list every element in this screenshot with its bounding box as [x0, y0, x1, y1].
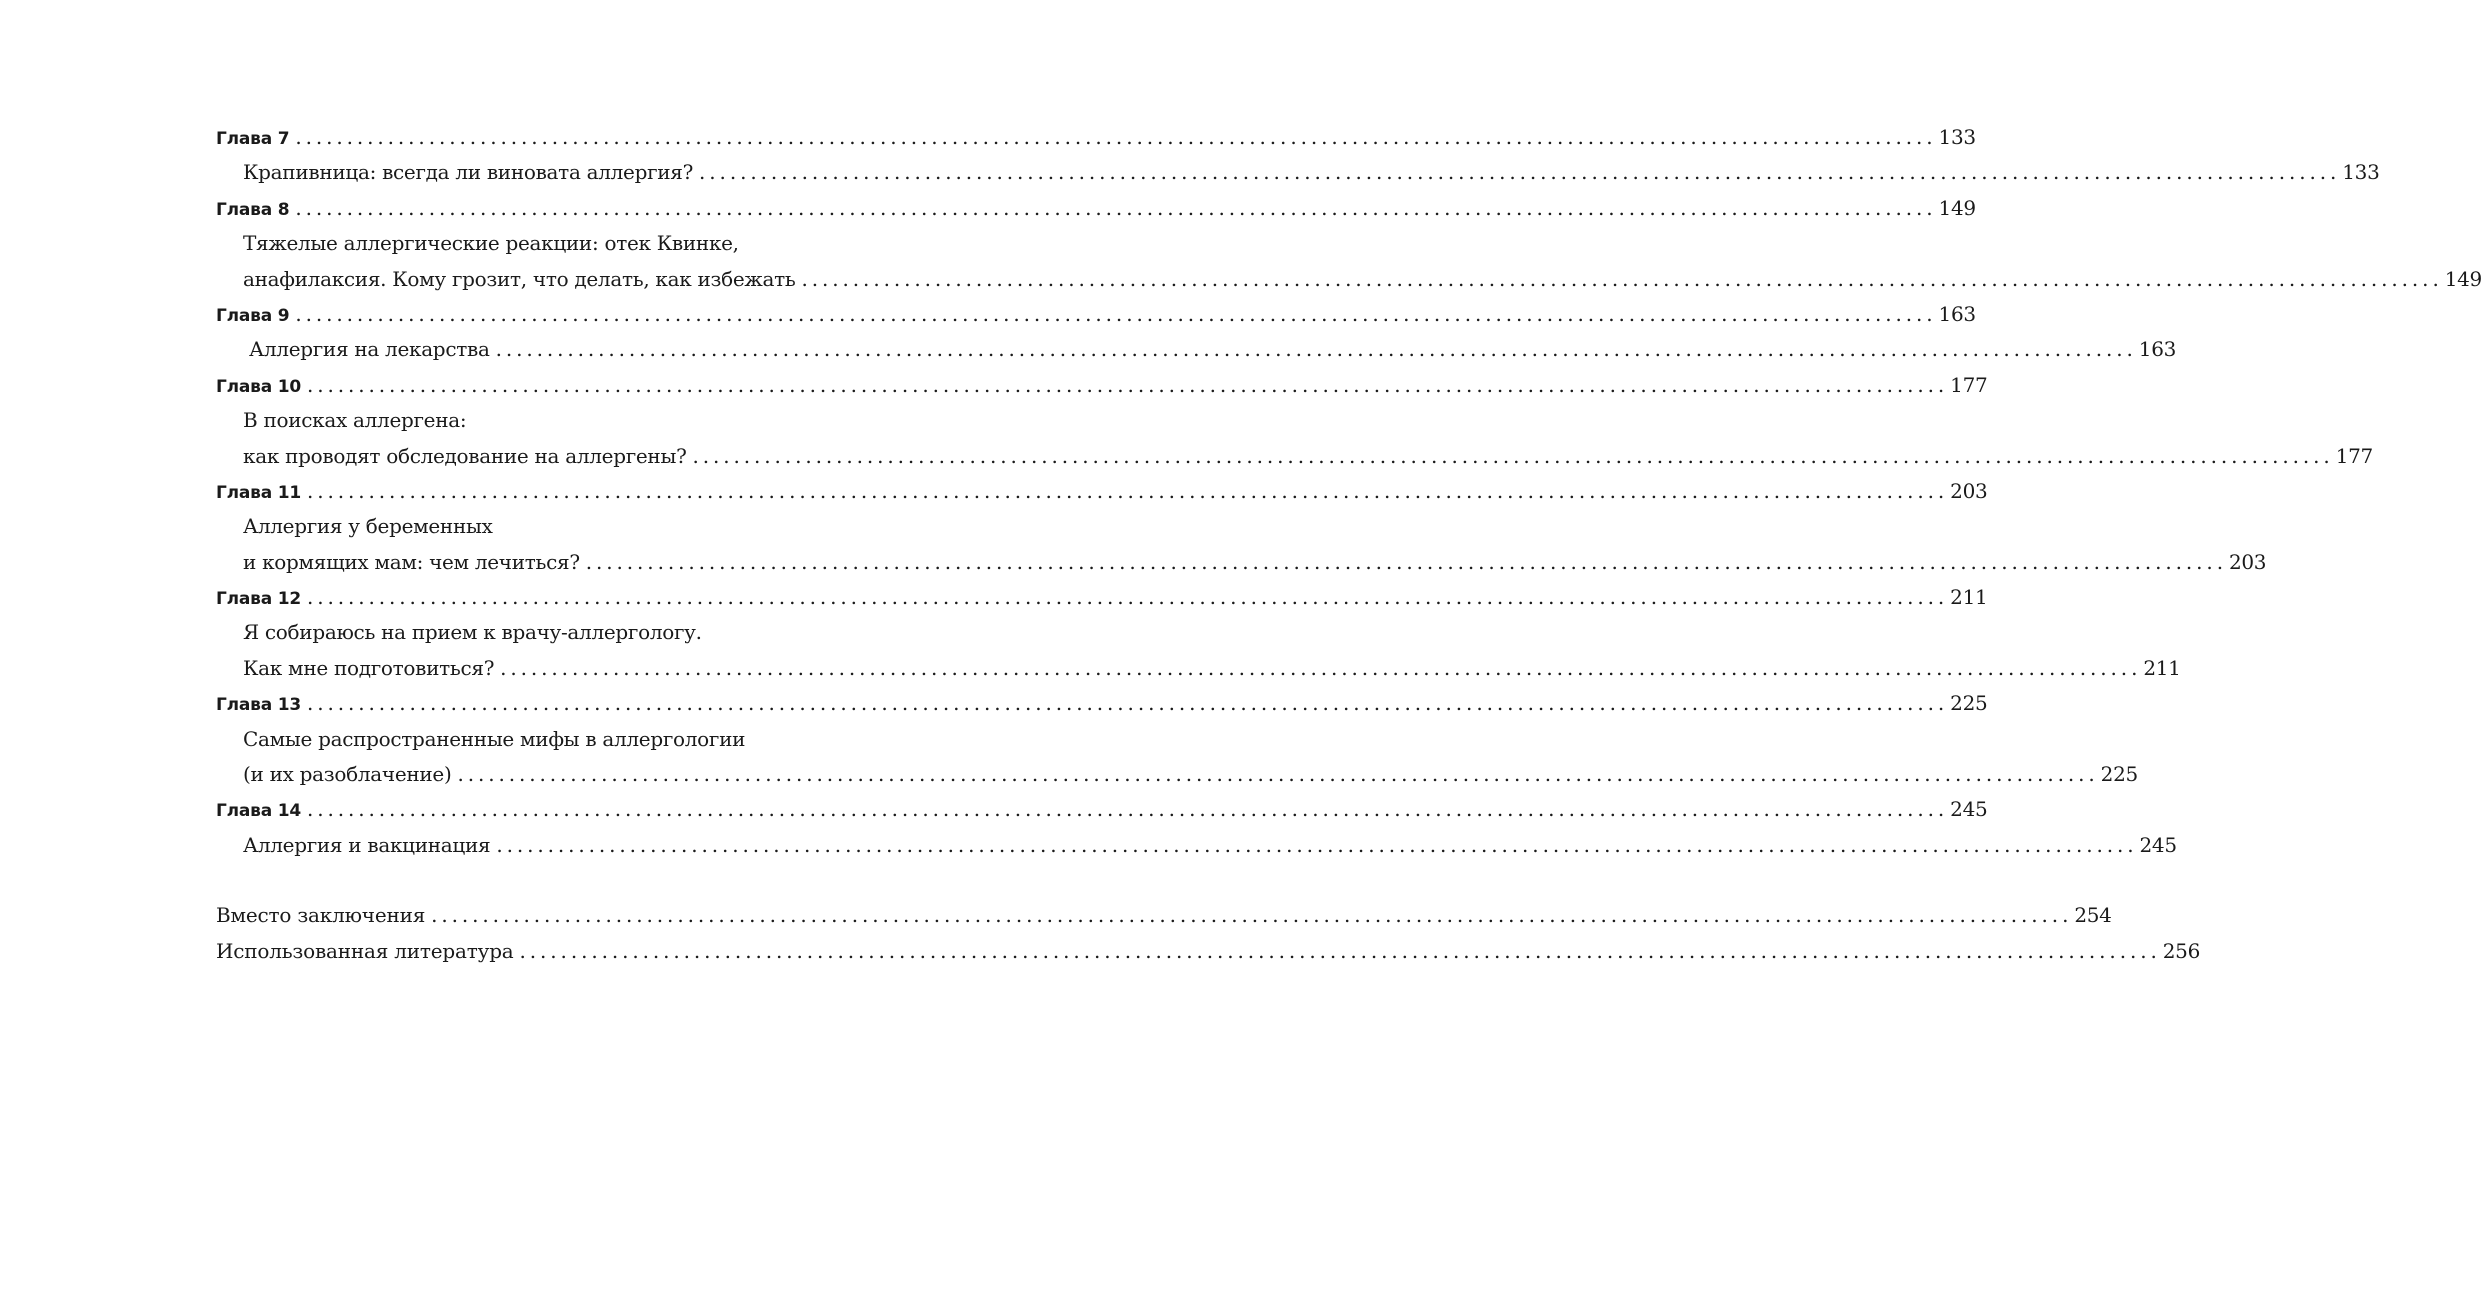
toc-entry-title: Аллергия у беременных — [243, 514, 493, 539]
dot-leader: ................................................................................................................................................................ — [306, 797, 1949, 822]
toc-page-number: 133 — [2342, 160, 2380, 185]
dot-leader: ................................................................................................................................................................ — [500, 655, 2142, 680]
dot-leader: ................................................................................................................................................................ — [295, 195, 1937, 220]
toc-page-number: 149 — [2444, 266, 2482, 291]
toc-chapter-entry — [216, 297, 1976, 332]
toc-section-entry — [216, 226, 861, 261]
dot-leader: ................................................................................................................................................................ — [306, 585, 1949, 610]
toc-chapter-entry — [216, 474, 1988, 509]
dot-leader: ................................................................................................................................................................ — [431, 903, 2073, 928]
dot-leader: ................................................................................................................................................................ — [295, 125, 1937, 149]
toc-back-entry — [216, 934, 2200, 969]
toc-section-entry — [216, 545, 2267, 580]
toc-entry-title: Как мне подготовиться? — [243, 655, 495, 680]
table-of-contents — [216, 120, 2482, 969]
toc-page-number: 133 — [1938, 125, 1976, 149]
toc-entry-title: Глава 10 — [216, 376, 301, 397]
toc-section-entry — [216, 722, 861, 757]
toc-entry-title: В поисках аллергена: — [243, 408, 467, 433]
toc-section-entry — [216, 332, 2177, 367]
toc-page-number: 225 — [1950, 691, 1988, 716]
toc-section-entry — [216, 439, 2373, 474]
toc-section-entry — [216, 757, 2138, 792]
toc-section-entry — [216, 155, 2380, 190]
toc-entry-title: Я собираюсь на прием к врачу-аллергологу. — [243, 620, 702, 645]
toc-entry-title: Вместо заключения — [216, 903, 426, 928]
toc-page-number: 225 — [2100, 762, 2138, 787]
toc-chapters — [216, 120, 2482, 863]
toc-page-number: 254 — [2074, 903, 2112, 928]
toc-gap — [216, 863, 861, 898]
toc-page-number: 211 — [1950, 585, 1988, 610]
toc-entry-title: Глава 9 — [216, 305, 290, 326]
dot-leader: ................................................................................................................................................................ — [495, 337, 2137, 362]
toc-entry-title: как проводят обследование на аллергены? — [243, 443, 687, 468]
toc-chapter-entry — [216, 686, 1988, 721]
dot-leader: ................................................................................................................................................................ — [306, 691, 1949, 716]
dot-leader: ................................................................................................................................................................ — [699, 160, 2341, 185]
toc-section-entry — [216, 262, 2482, 297]
toc-page-number: 203 — [2228, 549, 2267, 574]
toc-entry-title: Глава 13 — [216, 695, 301, 716]
toc-section-entry — [216, 828, 2177, 863]
toc-page-number: 245 — [2139, 832, 2177, 857]
dot-leader: ................................................................................................................................................................ — [692, 443, 2334, 468]
toc-entry-title: (и их разоблачение) — [243, 762, 452, 787]
toc-section-entry — [216, 651, 2181, 686]
toc-chapter-entry — [216, 368, 1988, 403]
toc-entry-title: анафилаксия. Кому грозит, что делать, как избежать — [243, 266, 796, 291]
toc-section-entry — [216, 509, 861, 544]
dot-leader: ................................................................................................................................................................ — [457, 762, 2099, 787]
toc-entry-title: Аллергия на лекарства — [243, 337, 490, 362]
toc-entry-title: и кормящих мам: чем лечиться? — [243, 549, 580, 574]
toc-page-number: 177 — [2335, 443, 2373, 468]
toc-entry-title: Крапивница: всегда ли виновата аллергия? — [243, 160, 694, 185]
dot-leader: ................................................................................................................................................................ — [585, 549, 2227, 574]
toc-chapter-entry — [216, 580, 1988, 615]
toc-page-number: 245 — [1950, 797, 1988, 822]
toc-back-entry — [216, 898, 2112, 933]
toc-section-entry — [216, 403, 861, 438]
toc-entry-title: Аллергия и вакцинация — [243, 832, 491, 857]
dot-leader: ................................................................................................................................................................ — [306, 478, 1949, 503]
toc-entry-title: Глава 14 — [216, 801, 301, 822]
toc-page-number: 211 — [2143, 655, 2181, 680]
dot-leader: ................................................................................................................................................................ — [496, 832, 2138, 857]
toc-page-number: 163 — [2138, 337, 2177, 362]
toc-entry-title: Глава 12 — [216, 589, 301, 610]
toc-chapter-entry — [216, 792, 1988, 827]
toc-entry-title: Глава 7 — [216, 129, 290, 149]
toc-entry-title: Самые распространенные мифы в аллергологии — [243, 726, 746, 751]
toc-page-number: 177 — [1950, 372, 1988, 397]
toc-entry-title: Тяжелые аллергические реакции: отек Квинке, — [243, 231, 739, 256]
toc-back-matter — [216, 898, 2200, 969]
toc-entry-title: Глава 8 — [216, 199, 290, 220]
toc-page-number: 203 — [1950, 478, 1988, 503]
toc-entry-title: Глава 11 — [216, 482, 301, 503]
toc-chapter-entry — [216, 191, 1976, 226]
dot-leader: ................................................................................................................................................................ — [295, 301, 1937, 326]
toc-page-number: 163 — [1938, 301, 1976, 326]
toc-section-entry — [216, 615, 861, 650]
dot-leader: ................................................................................................................................................................ — [519, 938, 2161, 963]
toc-entry-title: Использованная литература — [216, 938, 514, 963]
dot-leader: ................................................................................................................................................................ — [306, 372, 1949, 397]
toc-chapter-entry — [216, 120, 1976, 155]
toc-page-number: 256 — [2162, 938, 2200, 963]
toc-page-number: 149 — [1938, 195, 1976, 220]
dot-leader: ................................................................................................................................................................ — [801, 266, 2443, 291]
